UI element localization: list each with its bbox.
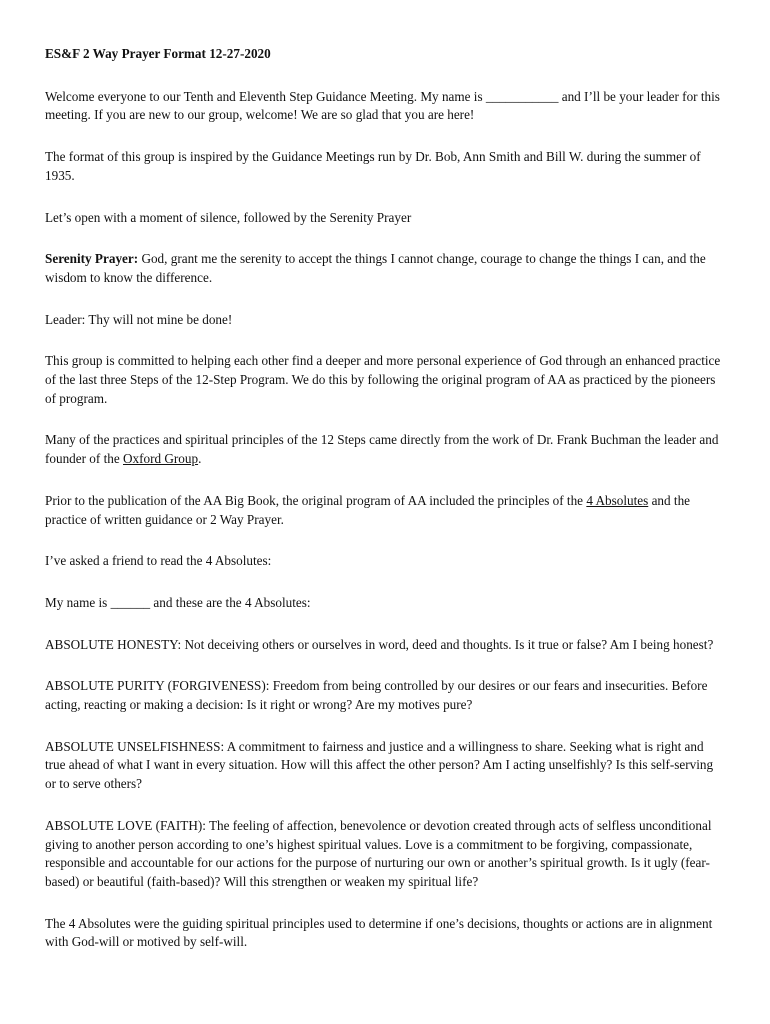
prior-text-end: and the practice of written guidance or 2 Way Prayer. xyxy=(45,492,691,527)
paragraph-absolute-honesty: ABSOLUTE HONESTY: Not deceiving others or ourselves in word, deed and thoughts. Is it true or false? Am I being honest? xyxy=(45,636,714,652)
paragraph-guiding: The 4 Absolutes were the guiding spiritual principles used to determine if one’s decisions, thoughts or actions are in alignment with God-will or motived by self-will. xyxy=(45,915,713,950)
paragraph-absolute-purity: ABSOLUTE PURITY (FORGIVENESS): Freedom from being controlled by our desires or our fears and insecurities. Before acting, reacting or making a decision: Is it right or wrong? Are my motives pure? xyxy=(45,678,708,713)
paragraph-welcome: Welcome everyone to our Tenth and Eleventh Step Guidance Meeting. My name is ___________ and I’ll be your leader for this meeting. If you are new to our group, welcome! We are so glad that you are here! xyxy=(45,88,720,123)
serenity-prayer-text: God, grant me the serenity to accept the things I cannot change, courage to change the things I can, and the wisdom to know the difference. xyxy=(45,251,706,285)
document-title: ES&F 2 Way Prayer Format 12-27-2020 xyxy=(45,46,271,61)
oxford-group-link[interactable]: Oxford Group xyxy=(123,451,199,467)
buchman-period: . xyxy=(198,451,202,467)
paragraph-committed: This group is committed to helping each other find a deeper and more personal experience of God through an enhanced practice of the last three Steps of the 12-Step Program. We do this by following the original program of AA as practiced by the pioneers of program. xyxy=(45,353,721,406)
serenity-prayer-label: Serenity Prayer: xyxy=(45,251,139,267)
paragraph-absolute-unselfishness: ABSOLUTE UNSELFISHNESS: A commitment to fairness and justice and a willingness to share. Seeking what is right and true ahead of what I want in every situation. How will this affect the other person? Am I acting unselfishly? Is this self-serving or to serve others? xyxy=(45,738,714,792)
paragraph-my-name: My name is ______ and these are the 4 Absolutes: xyxy=(45,594,311,610)
document-page xyxy=(45,45,721,975)
buchman-text: Many of the practices and spiritual principles of the 12 Steps came directly from the work of Dr. Frank Buchman the leader and founder of the xyxy=(45,432,719,467)
paragraph-asked: I’ve asked a friend to read the 4 Absolutes: xyxy=(45,553,272,569)
paragraph-prior xyxy=(45,492,721,529)
paragraph-format: The format of this group is inspired by the Guidance Meetings run by Dr. Bob, Ann Smith and Bill W. during the summer of 1935. xyxy=(45,149,701,183)
paragraph-buchman xyxy=(45,431,721,468)
paragraph-absolute-love: ABSOLUTE LOVE (FAITH): The feeling of affection, benevolence or devotion created through acts of selfless unconditional giving to another person according to one’s highest spiritual values. Love is a commitment to be forgiving, compassionate, responsible and accountable for our actions for the purpose of nurturing our own or another’s spiritual growth. Is it ugly (fear-based) or beautiful (faith-based)? Will this strengthen or weaken my spiritual life? xyxy=(45,817,712,889)
paragraph-leader: Leader: Thy will not mine be done! xyxy=(45,311,233,327)
prior-text: Prior to the publication of the AA Big Book, the original program of AA included the principles of the xyxy=(45,492,587,508)
paragraph-serenity-prayer xyxy=(45,250,721,287)
four-absolutes-link[interactable]: 4 Absolutes xyxy=(586,492,649,508)
paragraph-open: Let’s open with a moment of silence, followed by the Serenity Prayer xyxy=(45,209,412,225)
